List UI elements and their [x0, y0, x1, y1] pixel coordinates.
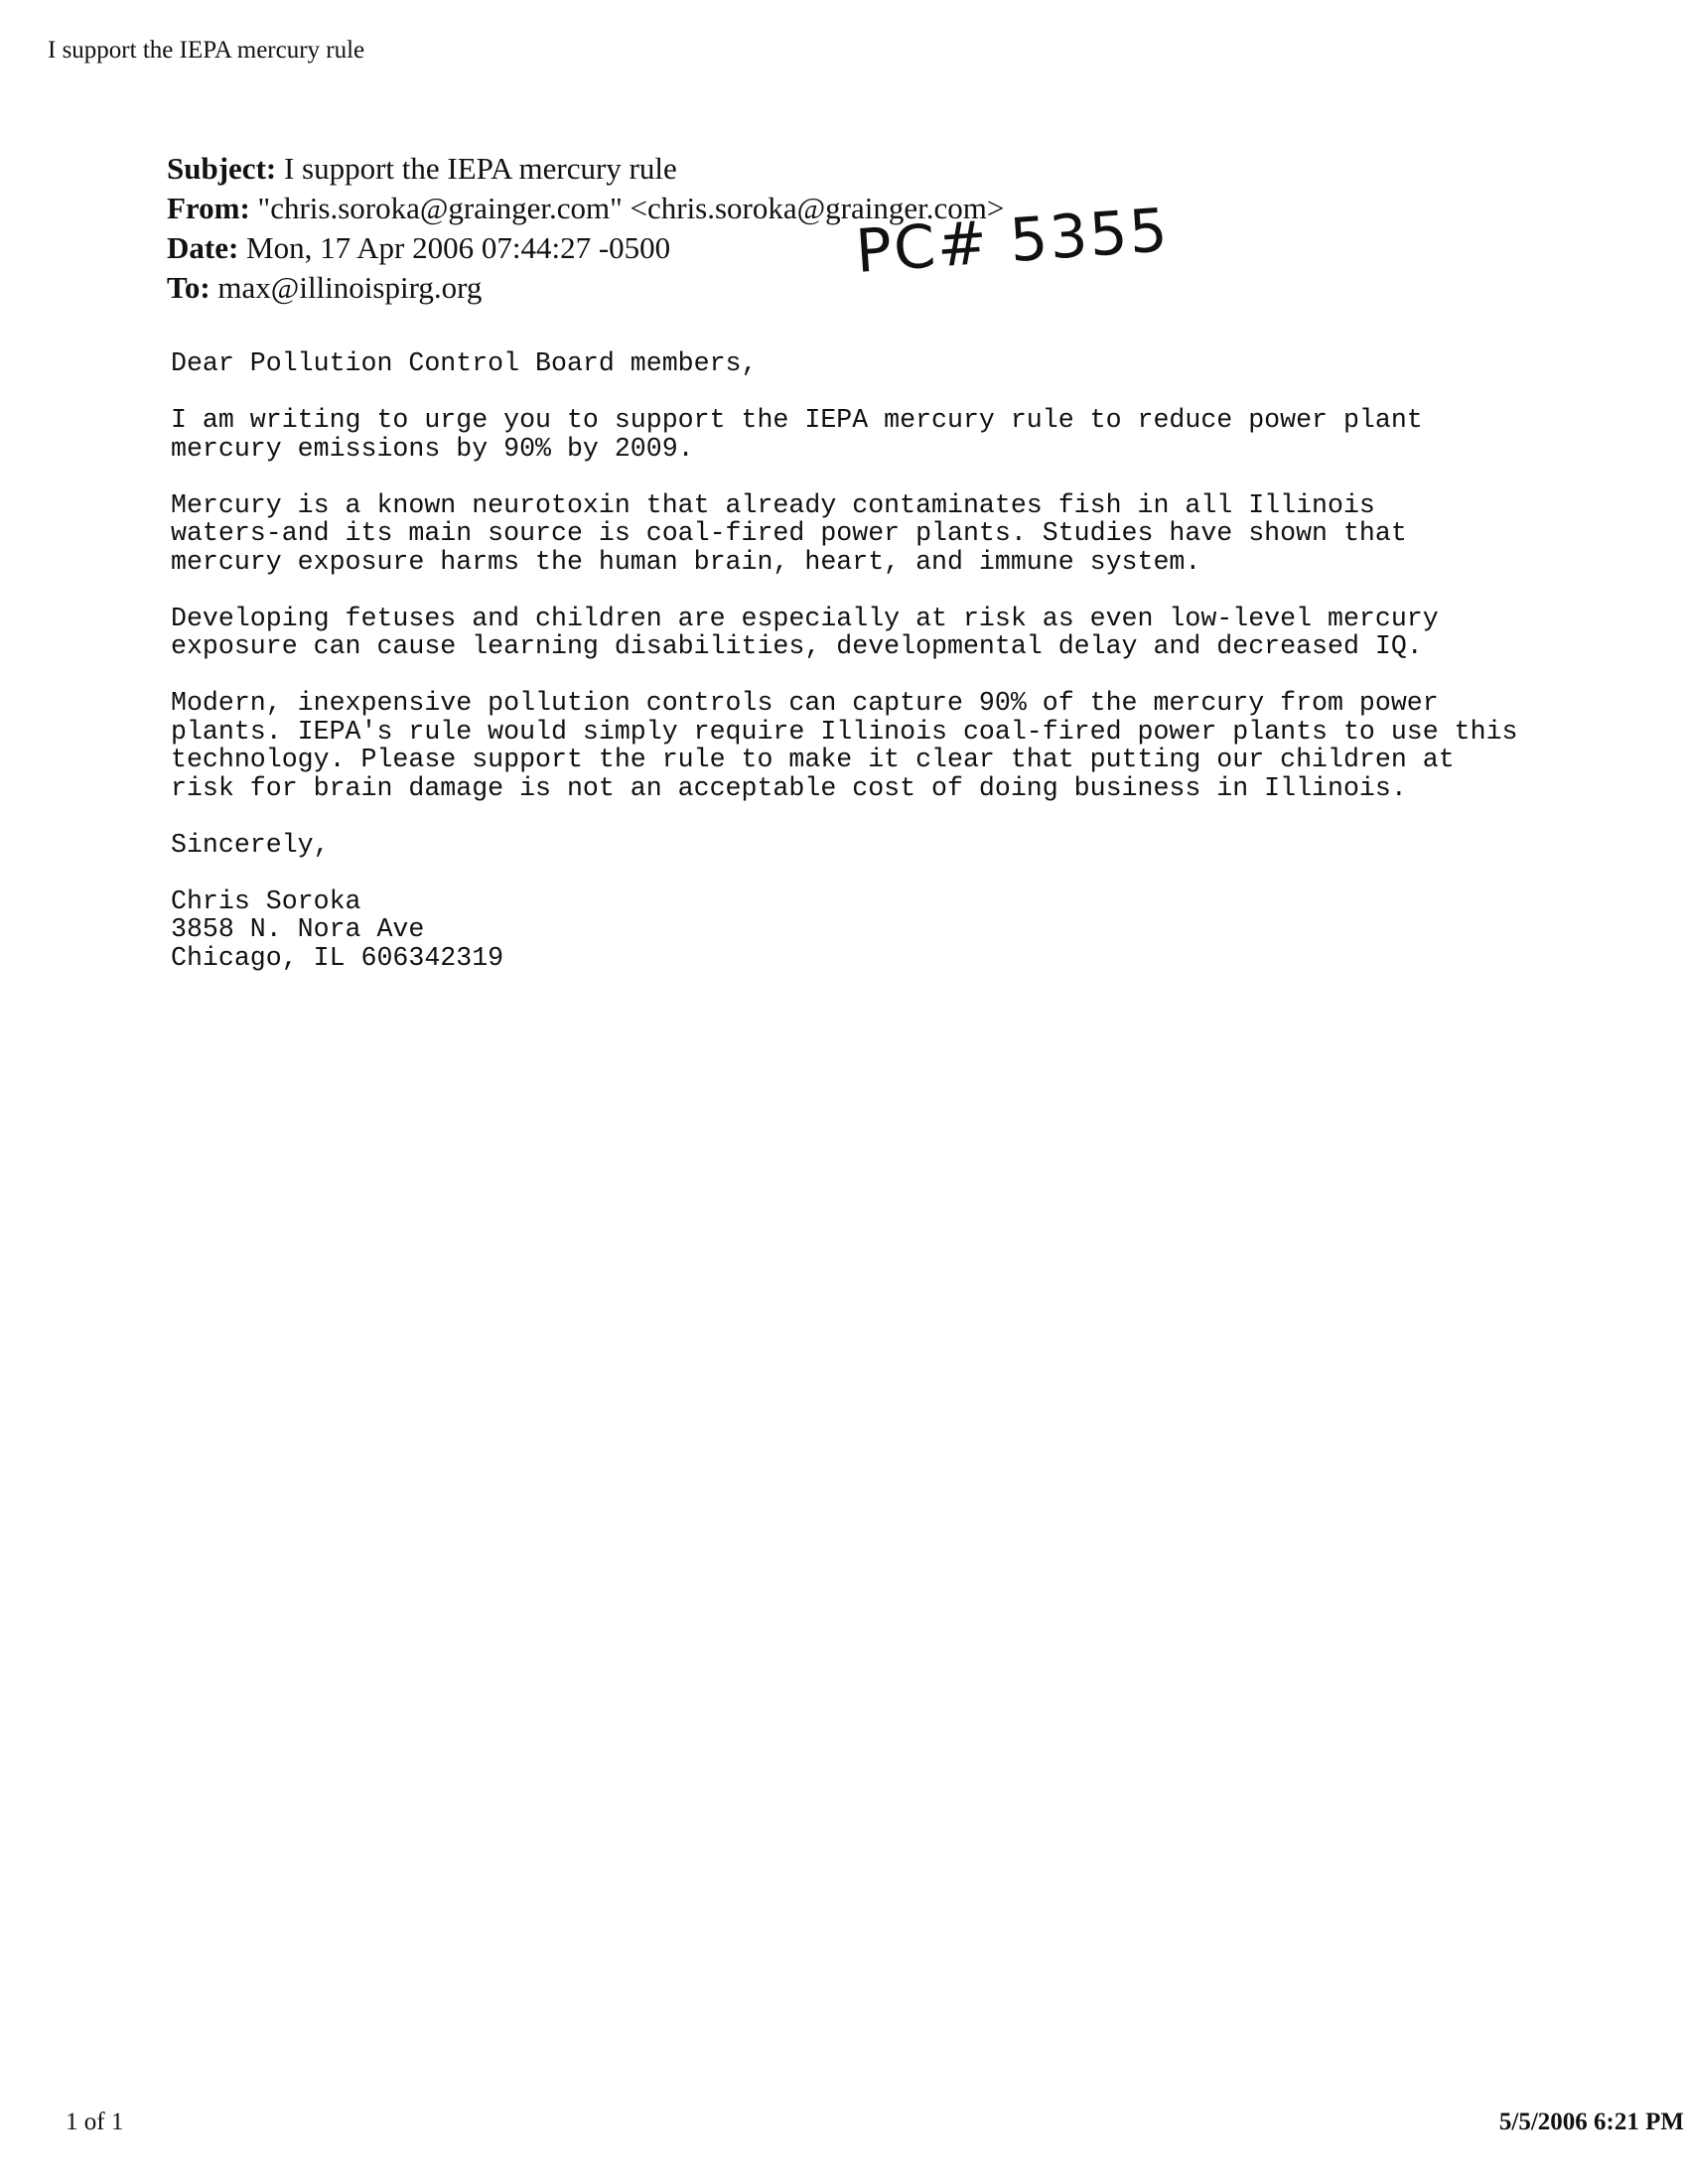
- page-number: 1 of 1: [66, 2109, 124, 2135]
- body-paragraph: Mercury is a known neurotoxin that already contaminates fish in all Illinois waters-and its main source is coal-fired power plants. Studies have shown that mercury exposure harms the human brain, heart, and immune system.: [171, 489, 1407, 577]
- body-paragraph: Developing fetuses and children are especially at risk as even low-level mercury exposure can cause learning disabilities, developmental delay and decreased IQ.: [171, 603, 1439, 661]
- to-value: max@illinoispirg.org: [217, 270, 483, 305]
- body-paragraph: Modern, inexpensive pollution controls can capture 90% of the mercury from power plants. IEPA's rule would simply require Illinois coal-fired power plants to use this technology. Please support the rule to make it clear that putting our children at risk for brain damage is not an acceptable cost of doing business in Illinois.: [171, 688, 1518, 803]
- greeting: Dear Pollution Control Board members,: [171, 348, 758, 378]
- print-header-title: I support the IEPA mercury rule: [48, 37, 365, 64]
- date-label: Date:: [167, 230, 239, 265]
- signature-city: Chicago, IL 606342319: [171, 942, 504, 973]
- print-timestamp: 5/5/2006 6:21 PM: [1498, 2109, 1684, 2135]
- handwritten-pc-number: PC# 5355: [853, 196, 1172, 287]
- email-body: [171, 349, 1601, 972]
- date-value: Mon, 17 Apr 2006 07:44:27 -0500: [246, 230, 671, 265]
- subject-row: [167, 149, 1004, 189]
- subject-label: Subject:: [167, 151, 277, 186]
- from-label: From:: [167, 191, 250, 225]
- signature-name: Chris Soroka: [171, 886, 361, 916]
- signature-address: 3858 N. Nora Ave: [171, 914, 425, 944]
- closing: Sincerely,: [171, 829, 330, 860]
- subject-value: I support the IEPA mercury rule: [283, 151, 677, 186]
- to-label: To:: [167, 270, 210, 305]
- from-value: "chris.soroka@grainger.com" <chris.soroka@grainger.com>: [257, 191, 1005, 225]
- body-paragraph: I am writing to urge you to support the IEPA mercury rule to reduce power plant mercury emissions by 90% by 2009.: [171, 405, 1423, 464]
